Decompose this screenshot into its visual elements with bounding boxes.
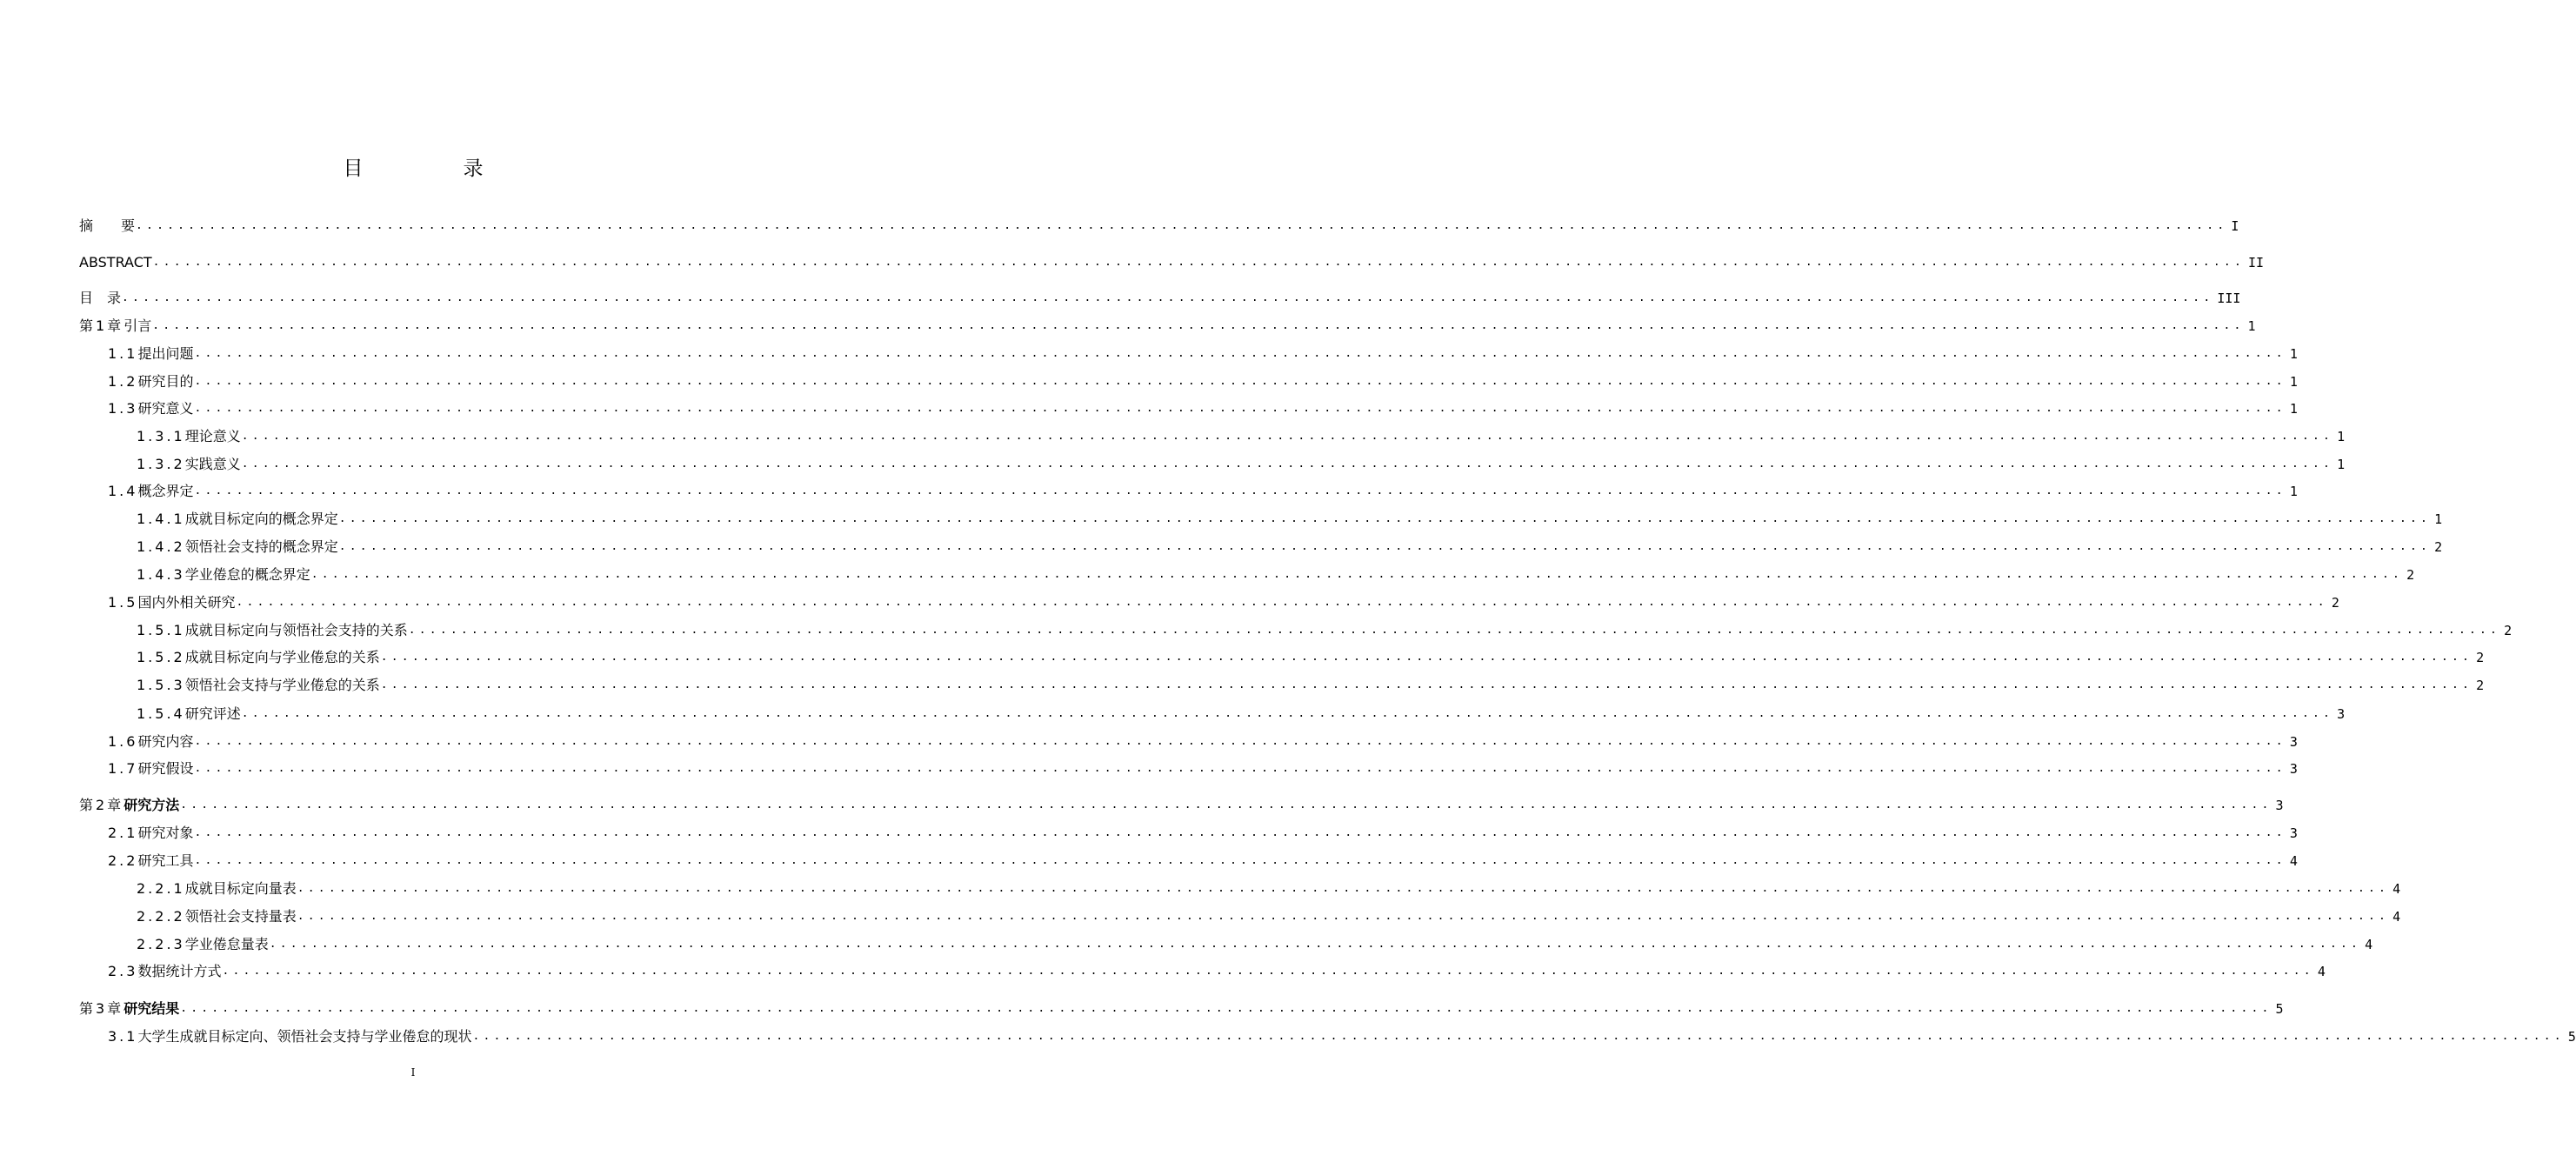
- toc-entry-page: 5: [2275, 1001, 2284, 1017]
- toc-leader-dots: ........................................................................................................................................................................................................: [222, 965, 2314, 978]
- toc-entry[interactable]: [137, 564, 2415, 585]
- toc-entry-number: 2.2: [108, 852, 138, 869]
- toc-entry-page: 2: [2434, 539, 2443, 555]
- toc-entry-title: 成就目标定向与领悟社会支持的关系: [184, 622, 408, 638]
- toc-entry-number: 第1章: [79, 317, 124, 334]
- page-title: 目 录: [343, 157, 524, 180]
- toc-entry-title: 目 录: [79, 290, 122, 306]
- toc-entry[interactable]: [79, 252, 2265, 273]
- toc-entry-page: 4: [2392, 909, 2401, 925]
- toc-leader-dots: ........................................................................................................................................................................................................: [310, 568, 2404, 581]
- toc-entry-page: 2: [2476, 650, 2485, 665]
- toc-entry[interactable]: [79, 216, 2239, 237]
- toc-leader-dots: ........................................................................................................................................................................................................: [194, 347, 2286, 360]
- toc-entry-title: 研究评述: [184, 705, 241, 722]
- toc-entry[interactable]: [137, 906, 2401, 927]
- toc-entry-page: 1: [2289, 374, 2298, 390]
- toc-entry[interactable]: [108, 961, 2326, 982]
- toc-entry-page: 5: [2567, 1029, 2576, 1045]
- toc-entry-number: 1.5: [108, 594, 138, 611]
- toc-entry-page: 3: [2275, 798, 2284, 813]
- toc-entry[interactable]: [137, 934, 2373, 955]
- toc-entry-number: 1.4.1: [137, 511, 185, 527]
- toc-leader-dots: ........................................................................................................................................................................................................: [194, 762, 2286, 775]
- toc-leader-dots: ........................................................................................................................................................................................................: [194, 854, 2286, 867]
- toc-leader-dots: ........................................................................................................................................................................................................: [241, 458, 2334, 471]
- toc-entry-number: 1.3.1: [137, 428, 185, 444]
- toc-entry-title: 研究结果: [123, 1000, 180, 1017]
- toc-entry-number: 3.1: [108, 1028, 138, 1045]
- toc-entry-title: 研究对象: [137, 825, 194, 841]
- toc-leader-dots: ........................................................................................................................................................................................................: [241, 430, 2334, 443]
- toc-entry-title: 国内外相关研究: [137, 594, 236, 611]
- toc-entry-title: 数据统计方式: [137, 963, 222, 979]
- toc-entry-page: 1: [2289, 346, 2298, 362]
- toc-entry-number: 1.5.2: [137, 649, 185, 665]
- toc-entry-number: 2.2.2: [137, 908, 185, 925]
- toc-entry-title: 领悟社会支持的概念界定: [184, 538, 338, 555]
- toc-entry-page: 4: [2392, 881, 2401, 897]
- toc-entry-title: 概念界定: [137, 483, 194, 499]
- toc-leader-dots: ........................................................................................................................................................................................................: [194, 484, 2286, 498]
- toc-entry[interactable]: [108, 344, 2298, 364]
- toc-entry-page: 4: [2317, 964, 2326, 979]
- toc-leader-dots: ........................................................................................................................................................................................................: [122, 291, 2214, 304]
- toc-entry-number: 1.7: [108, 760, 138, 777]
- toc-leader-dots: ........................................................................................................................................................................................................: [472, 1030, 2565, 1043]
- toc-entry-title: 学业倦怠量表: [184, 936, 269, 952]
- toc-entry-page: 1: [2434, 511, 2443, 527]
- toc-entry-page: 2: [2406, 567, 2415, 583]
- toc-entry-page: 1: [2337, 457, 2346, 472]
- toc-entry[interactable]: [137, 509, 2443, 530]
- toc-entry[interactable]: [137, 704, 2346, 725]
- toc-entry[interactable]: [137, 454, 2346, 475]
- toc-entry-number: 1.2: [108, 373, 138, 390]
- toc-entry-title: 领悟社会支持与学业倦怠的关系: [184, 677, 380, 693]
- toc-entry-title: 研究目的: [137, 373, 194, 390]
- toc-leader-dots: ........................................................................................................................................................................................................: [236, 596, 2328, 609]
- toc-entry-page: 3: [2337, 706, 2346, 722]
- toc-entry-title: ABSTRACT: [79, 254, 152, 271]
- toc-entry[interactable]: [137, 426, 2346, 447]
- toc-entry[interactable]: [108, 823, 2298, 844]
- toc-entry[interactable]: [108, 1026, 2576, 1047]
- toc-entry-number: 1.5.1: [137, 622, 185, 638]
- toc-leader-dots: ........................................................................................................................................................................................................: [180, 798, 2272, 812]
- toc-leader-dots: ........................................................................................................................................................................................................: [180, 1002, 2272, 1015]
- toc-entry[interactable]: [137, 675, 2485, 696]
- toc-entry-page: 1: [2289, 484, 2298, 499]
- toc-entry-title: 研究方法: [123, 797, 180, 813]
- toc-entry[interactable]: [108, 758, 2298, 779]
- toc-entry-page: 3: [2289, 825, 2298, 841]
- toc-entry-title: 理论意义: [184, 428, 241, 444]
- toc-entry-number: 2.3: [108, 963, 138, 979]
- toc-entry-number: 1.4: [108, 483, 138, 499]
- toc-entry[interactable]: [79, 288, 2241, 309]
- toc-entry-page: 4: [2365, 937, 2373, 952]
- toc-entry[interactable]: [79, 999, 2284, 1019]
- toc-leader-dots: ........................................................................................................................................................................................................: [380, 678, 2473, 691]
- toc-leader-dots: ........................................................................................................................................................................................................: [269, 938, 2362, 951]
- toc-entry-title: 成就目标定向量表: [184, 880, 297, 897]
- toc-entry-number: 1.6: [108, 733, 138, 750]
- toc-entry[interactable]: [108, 731, 2298, 752]
- toc-leader-dots: ........................................................................................................................................................................................................: [194, 735, 2286, 748]
- toc-entry-number: 1.4.2: [137, 538, 185, 555]
- toc-entry-title: 摘 要: [79, 217, 136, 234]
- toc-entry-page: 2: [2504, 623, 2513, 638]
- toc-entry-number: 1.3.2: [137, 456, 185, 472]
- toc-leader-dots: ........................................................................................................................................................................................................: [380, 651, 2473, 664]
- toc-leader-dots: ........................................................................................................................................................................................................: [194, 826, 2286, 839]
- toc-entry-number: 1.1: [108, 345, 138, 362]
- toc-entry-title: 成就目标定向的概念界定: [184, 511, 338, 527]
- toc-entry-number: 2.2.1: [137, 880, 185, 897]
- toc-entry-title: 研究意义: [137, 400, 194, 417]
- toc-entry-title: 提出问题: [137, 345, 194, 362]
- toc-entry[interactable]: [108, 398, 2298, 419]
- toc-entry-page: 2: [2331, 595, 2339, 611]
- toc-entry-number: 第2章: [79, 797, 124, 813]
- toc-entry-page: 1: [2247, 318, 2256, 334]
- toc-entry-title: 领悟社会支持量表: [184, 908, 297, 925]
- toc-entry[interactable]: [108, 481, 2298, 502]
- page-number-footer: I: [410, 1066, 416, 1079]
- toc-entry-number: 1.4.3: [137, 566, 185, 583]
- toc-leader-dots: ........................................................................................................................................................................................................: [152, 256, 2245, 269]
- toc-entry-page: 1: [2289, 401, 2298, 417]
- toc-entry-page: I: [2231, 218, 2239, 234]
- toc-leader-dots: ........................................................................................................................................................................................................: [408, 624, 2501, 637]
- toc-leader-dots: ........................................................................................................................................................................................................: [136, 219, 2228, 232]
- toc-entry[interactable]: [108, 371, 2298, 392]
- toc-leader-dots: ........................................................................................................................................................................................................: [194, 402, 2286, 415]
- toc-entry-number: 1.5.3: [137, 677, 185, 693]
- toc-entry[interactable]: [79, 795, 2284, 816]
- toc-entry[interactable]: [137, 647, 2485, 668]
- toc-entry-page: 3: [2289, 734, 2298, 750]
- toc-entry-number: 第3章: [79, 1000, 124, 1017]
- toc-entry-title: 引言: [123, 317, 152, 334]
- toc-entry-page: II: [2248, 255, 2265, 271]
- toc-entry-title: 实践意义: [184, 456, 241, 472]
- toc-entry-page: 3: [2289, 761, 2298, 777]
- toc-leader-dots: ........................................................................................................................................................................................................: [152, 319, 2245, 332]
- toc-entry-page: III: [2217, 291, 2241, 306]
- toc-entry[interactable]: [137, 537, 2443, 558]
- toc-entry[interactable]: [108, 851, 2298, 872]
- toc-leader-dots: ........................................................................................................................................................................................................: [297, 910, 2390, 923]
- toc-leader-dots: ........................................................................................................................................................................................................: [338, 540, 2432, 553]
- toc-entry-title: 研究假设: [137, 760, 194, 777]
- toc-entry-page: 1: [2337, 429, 2346, 444]
- toc-entry-number: 1.3: [108, 400, 138, 417]
- toc-entry-title: 研究内容: [137, 733, 194, 750]
- toc-entry-page: 2: [2476, 678, 2485, 693]
- toc-leader-dots: ........................................................................................................................................................................................................: [338, 512, 2432, 525]
- toc-entry-page: 4: [2289, 853, 2298, 869]
- toc-leader-dots: ........................................................................................................................................................................................................: [241, 707, 2334, 720]
- toc-leader-dots: ........................................................................................................................................................................................................: [297, 882, 2390, 895]
- toc-entry[interactable]: [79, 316, 2256, 337]
- toc-entry[interactable]: [137, 620, 2513, 641]
- toc-entry-title: 学业倦怠的概念界定: [184, 566, 310, 583]
- toc-entry-title: 大学生成就目标定向、领悟社会支持与学业倦怠的现状: [137, 1028, 472, 1045]
- toc-entry-title: 研究工具: [137, 852, 194, 869]
- toc-entry[interactable]: [137, 878, 2401, 899]
- toc-leader-dots: ........................................................................................................................................................................................................: [194, 375, 2286, 388]
- toc-entry-title: 成就目标定向与学业倦怠的关系: [184, 649, 380, 665]
- toc-entry-number: 1.5.4: [137, 705, 185, 722]
- toc-entry-number: 2.2.3: [137, 936, 185, 952]
- toc-entry[interactable]: [108, 592, 2339, 613]
- toc-entry-number: 2.1: [108, 825, 138, 841]
